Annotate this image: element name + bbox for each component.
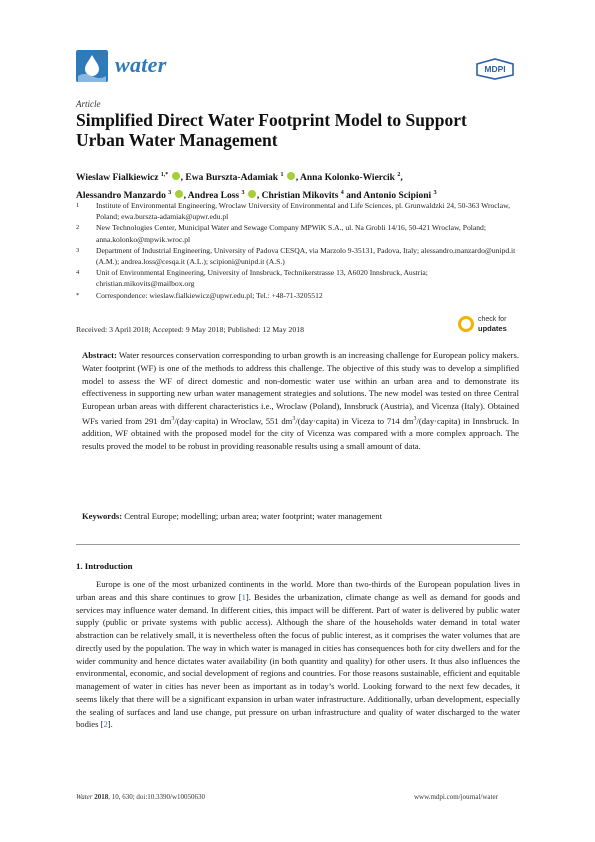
affiliation-number: 2 xyxy=(76,224,80,232)
affiliation-text: Correspondence: wieslaw.fialkiewicz@upwr.edu.pl; Tel.: +48-71-3205512 xyxy=(96,290,323,300)
superscript: 3 xyxy=(171,415,175,422)
author-line-1: Wieslaw Fialkiewicz $^{1,*}$ , Ewa Burszta-Adamiak $^1$ , Anna Kolonko-Wiercik $^2$, xyxy=(76,172,403,184)
keywords xyxy=(82,510,519,522)
keywords-text: Central Europe; modelling; urban area; water footprint; water management xyxy=(122,511,382,521)
publication-dates: Received: 3 April 2018; Accepted: 9 May 2018; Published: 12 May 2018 xyxy=(76,325,305,334)
author-sup: 3 xyxy=(433,190,437,197)
check-updates-label: check for xyxy=(478,316,507,323)
affiliation-item xyxy=(76,222,526,244)
check-updates-label-bold: updates xyxy=(478,324,507,333)
footer-journal: Water xyxy=(76,793,93,801)
author-sup: 2 xyxy=(397,172,401,178)
author-name[interactable]: , Anna Kolonko-Wiercik xyxy=(295,173,395,184)
paragraph-text: ]. Besides the urbanization, climate change as well as demand for goods and services may influence water demand. In different cities, this impact will be different. Part of water is delivered by public water supply (public or private systems with public access). Although the share of the households water demand in total water abstraction can be relatively small, it is nevertheless often the focus of public interest, as it comprises the water volumes that are directly used by the population. The way in which water is managed in cities has consequences both for city dwellers and for the wider community and hence dictates water availability (in both quantity and quality) for other users. It thus also influences the environmental, economic, and social development of regions and countries. For those reasons sustainable, efficient and equitable management of water in cities has never been as important as in today’s world. Looking forward to the next few decades, it seems likely that there will be a significant expansion in urban water infrastructure. Additionally, urban development, especially the sealing of surfaces and land use change, put pressure on urban infrastructure and quality of water discharged to the water bodies [ xyxy=(76,591,520,730)
orcid-icon[interactable] xyxy=(175,190,183,198)
mdpi-logo-text: MDPI xyxy=(484,64,506,74)
abstract-text: /(day·capita) in Wroclaw, 551 dm xyxy=(174,415,293,426)
affiliation-item xyxy=(76,267,526,289)
keywords-label: Keywords: xyxy=(82,511,123,521)
affiliation-item xyxy=(76,200,526,222)
superscript: 3 xyxy=(292,415,296,422)
article-type: Article xyxy=(76,99,101,109)
author-name[interactable]: Alessandro Manzardo xyxy=(76,191,166,202)
section-title: 1. Introduction xyxy=(76,561,133,571)
orcid-icon[interactable] xyxy=(248,190,256,198)
journal-logo-icon xyxy=(76,50,108,82)
author-name[interactable]: and Antonio Scipioni xyxy=(343,191,432,202)
author-name[interactable]: , Christian Mikovits xyxy=(256,191,339,202)
affiliation-number: 1 xyxy=(76,202,80,209)
abstract-label: Abstract: xyxy=(82,350,117,360)
author-list xyxy=(76,168,526,204)
affiliation-number: 3 xyxy=(76,246,80,254)
introduction-paragraph xyxy=(76,578,520,731)
affiliation-number: 4 xyxy=(76,269,80,277)
reference-link[interactable]: 2 xyxy=(103,719,108,730)
author-name[interactable]: , Ewa Burszta-Adamiak xyxy=(180,173,279,184)
affiliation-text: Institute of Environmental Engineering, Wroclaw University of Environmental and Life Sciences, pl. Grunwaldzki 24, 50-363 Wroclaw, Poland; ewa.burszta-adamiak@upwr.edu.pl xyxy=(96,201,511,222)
author-sup: 3 xyxy=(241,190,245,197)
correspondence-item xyxy=(76,290,526,301)
check-for-updates-button[interactable] xyxy=(458,315,520,337)
affiliation-text: Unit of Environmental Engineering, University of Innsbruck, Technikerstrasse 13, A6020 Innsbruck, Austria; christian.mikovits@mailbox.org xyxy=(96,268,428,289)
abstract-text: /(day·capita) in Innsbruck. In addition, WF obtained with the proposed model for the city of Vicenza was compared with a more complex approach. The results proved the model to be robust in providing reasonable results using a small amount of data. xyxy=(82,415,519,452)
author-name[interactable]: , Andrea Loss xyxy=(183,191,240,202)
section-divider xyxy=(76,544,520,545)
journal-name[interactable]: water xyxy=(115,52,167,77)
article-title: Simplified Direct Water Footprint Model to Support Urban Water Management xyxy=(76,110,467,150)
author-sup: 1 xyxy=(280,172,284,178)
abstract-text: Water resources conservation corresponding to urban growth is an increasing challenge for European policy makers. Water footprint (WF) is one of the methods to address this challenge. The objective of this study was to develop a simplified model to assess the WF of direct domestic and non-domestic water use within an urban area and to demonstrate its effectiveness in supporting new urban water management strategies and solutions. The new model was tested on three Central European urban areas with different characteristics i.e., Wroclaw (Poland), Innsbruck (Austria), and Vicenza (Italy). Obtained WFs varied from 291 dm xyxy=(82,350,519,426)
orcid-icon[interactable] xyxy=(287,172,295,180)
author-sup: 3 xyxy=(168,190,172,197)
reference-link[interactable]: 1 xyxy=(241,591,246,602)
orcid-icon[interactable] xyxy=(172,172,180,180)
superscript: 3 xyxy=(413,415,417,422)
affiliation-text: Department of Industrial Engineering, University of Padova CESQA, via Marzolo 9-35131, Padova, Italy; alessandro.manzardo@unipd.it (A.M.); andrea.loss@cesqa.it (A.L.); scipioni@unipd.it (A.S.) xyxy=(96,245,516,267)
check-updates-icon xyxy=(458,316,474,332)
affiliation-text: New Technologies Center, Municipal Water and Sewage Company MPWiK S.A., ul. Na Grobli 14/16, 50-421 Wroclaw, Poland; anna.kolonko@mpwik.wroc.pl xyxy=(96,223,486,244)
footer-url[interactable]: www.mdpi.com/journal/water xyxy=(414,793,498,801)
author-sup: 1,* xyxy=(160,172,169,178)
abstract-text: /(day·capita) in Viceza to 714 dm xyxy=(295,415,414,426)
footer-year: 2018 xyxy=(94,793,109,801)
footer-citation xyxy=(76,793,205,801)
affiliation-number: * xyxy=(76,291,80,299)
footer-cite: , 10, 630; doi:10.3390/w10050630 xyxy=(108,793,206,801)
author-name[interactable]: Wieslaw Fialkiewicz xyxy=(76,173,159,184)
paragraph-text: Europe is one of the most urbanized continents in the world. More than two-thirds of the European population lives in urban areas and this share continues to grow [ xyxy=(76,579,520,602)
affiliation-item xyxy=(76,245,526,267)
affiliations xyxy=(76,200,526,301)
paragraph-text: ]. xyxy=(107,719,113,730)
abstract xyxy=(82,349,519,453)
mdpi-logo-icon[interactable] xyxy=(474,57,516,80)
author-sup: 4 xyxy=(340,190,344,197)
